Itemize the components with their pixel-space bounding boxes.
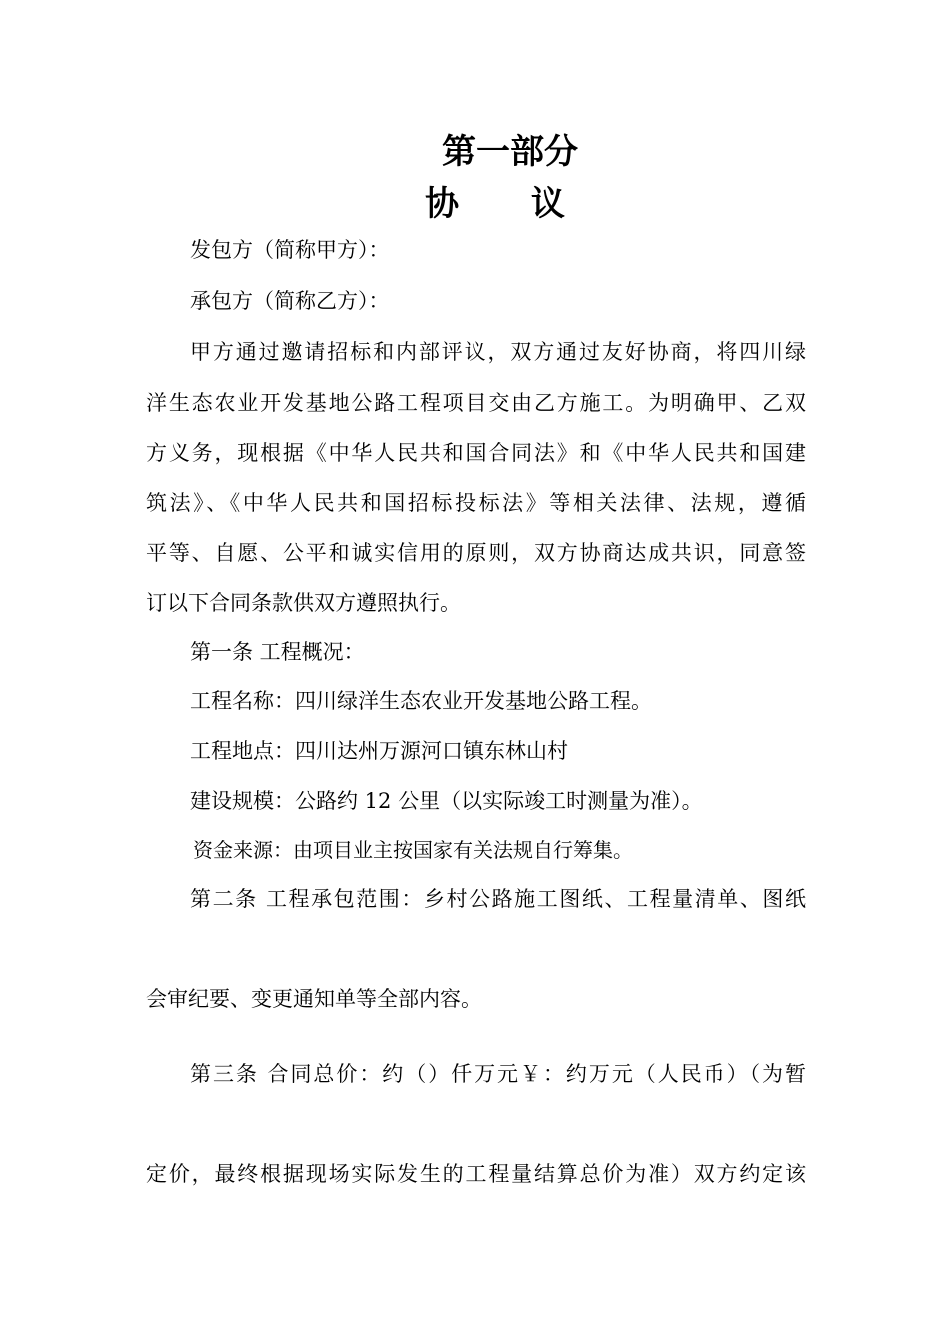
party-a-line: 发包方（简称甲方）：: [190, 238, 390, 262]
article-1-title: 第一条 工程概况：: [190, 640, 365, 664]
article-2-line: 第二条 工程承包范围：乡村公路施工图纸、工程量清单、图纸: [190, 887, 806, 911]
party-b-line: 承包方（简称乙方）：: [190, 289, 390, 313]
intro-paragraph-line: 筑法》、《中华人民共和国招标投标法》等相关法律、法规，遵循: [146, 491, 806, 515]
project-scale-line: 建设规模：公路约 12 公里（以实际竣工时测量为准）。: [190, 789, 703, 813]
article-3-line: 第三条 合同总价：约（）仟万元￥：约万元（人民币）（为暂: [190, 1062, 806, 1086]
part-heading: 第一部分: [442, 132, 578, 172]
project-location-line: 工程地点：四川达州万源河口镇东林山村: [190, 739, 568, 763]
intro-paragraph-line: 订以下合同条款供双方遵照执行。: [146, 591, 461, 615]
funding-source-line: 资金来源：由项目业主按国家有关法规自行筹集。: [193, 838, 633, 862]
intro-paragraph-line: 方义务，现根据《中华人民共和国合同法》和《中华人民共和国建: [146, 441, 806, 465]
agreement-heading: 协 议: [425, 184, 595, 224]
project-name-line: 工程名称：四川绿洋生态农业开发基地公路工程。: [190, 689, 652, 713]
intro-paragraph-line: 洋生态农业开发基地公路工程项目交由乙方施工。为明确甲、乙双: [146, 391, 806, 415]
intro-paragraph-line: 平等、自愿、公平和诚实信用的原则，双方协商达成共识，同意签: [146, 541, 806, 565]
intro-paragraph-line: 甲方通过邀请招标和内部评议，双方通过友好协商，将四川绿: [190, 340, 806, 364]
article-2-line: 会审纪要、变更通知单等全部内容。: [146, 987, 482, 1011]
article-3-line: 定价，最终根据现场实际发生的工程量结算总价为准）双方约定该: [146, 1162, 806, 1186]
